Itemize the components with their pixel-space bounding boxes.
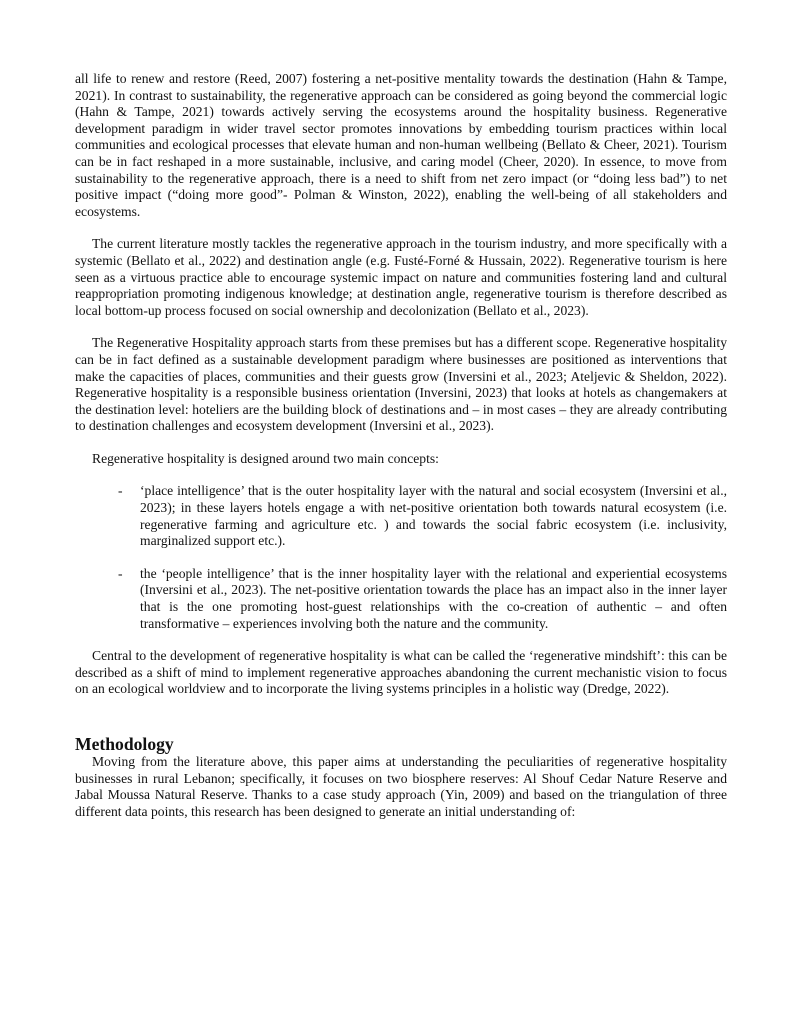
list-item-text: the ‘people intelligence’ that is the inner hospitality layer with the relational and experiential ecosystems (Inversini et al., 2023). The net-positive orientation towards the place has an impact also in the inner layer that is the one promoting host-guest relationships with the co-creation of authentic – and often transformative – experiences involving both the nature and the community. xyxy=(140,565,727,631)
list-item-people-intelligence xyxy=(75,566,727,632)
list-item-place-intelligence xyxy=(75,483,727,549)
paragraph-regenerative-mindshift: Central to the development of regenerative hospitality is what can be called the ‘regenerative mindshift’: this can be described as a shift of mind to implement regenerative approaches abandoning the current mechanistic vision to focus on an ecological worldview and to incorporate the living systems principles in a holistic way (Dredge, 2022). xyxy=(75,648,727,697)
concepts-list xyxy=(75,483,727,632)
list-marker: - xyxy=(118,565,123,581)
document-page xyxy=(75,71,727,820)
paragraph-current-literature: The current literature mostly tackles the regenerative approach in the tourism industry, and more specifically with a systemic (Bellato et al., 2022) and destination angle (e.g. Fusté-Forné & Hussain, 2022). Regenerative tourism is here seen as a virtuous practice able to encourage systemic impact on nature and communities fostering land and cultural reappropriation promoting indigenous knowledge; at destination angle, regenerative tourism is therefore described as local bottom-up process focused on social ownership and decolonization (Bellato et al., 2023). xyxy=(75,236,727,318)
paragraph-methodology-intro: Moving from the literature above, this paper aims at understanding the peculiarities of regenerative hospitality businesses in rural Lebanon; specifically, it focuses on two biosphere reserves: Al Shouf Cedar Nature Reserve and Jabal Moussa Natural Reserve. Thanks to a case study approach (Yin, 2009) and based on the triangulation of three different data points, this research has been designed to generate an initial understanding of: xyxy=(75,754,727,819)
paragraph-regenerative-definition: all life to renew and restore (Reed, 2007) fostering a net-positive mentality towards the destination (Hahn & Tampe, 2021). In contrast to sustainability, the regenerative approach can be considered as going beyond the commercial logic (Hahn & Tampe, 2021) towards actively serving the ecosystems around the hospitality business. Regenerative development paradigm in wider travel sector promotes innovations by embedding tourism practices within local communities and ecological processes that elevate human and non-human wellbeing (Bellato & Cheer, 2021). Tourism can be in fact reshaped in a more sustainable, inclusive, and caring model (Cheer, 2020). In essence, to move from sustainability to the regenerative approach, there is a need to shift from net zero impact (or “doing less bad”) to net positive impact (“doing more good”- Polman & Winston, 2022), enabling the well-being of all stakeholders and ecosystems. xyxy=(75,71,727,219)
list-item-text: ‘place intelligence’ that is the outer hospitality layer with the natural and social ecosystem (Inversini et al., 2023); in these layers hotels engage a with net-positive orientation both towards natural ecosystem (i.e. regenerative farming and agriculture etc. ) and towards the social fabric ecosystem (i.e. inclusivity, marginalized support etc.). xyxy=(140,483,727,549)
paragraph-two-main-concepts: Regenerative hospitality is designed around two main concepts: xyxy=(92,450,439,466)
paragraph-regenerative-hospitality-approach: The Regenerative Hospitality approach starts from these premises but has a different scope. Regenerative hospitality can be in fact defined as a sustainable development paradigm where businesses are positioned as interventions that make the capacities of places, communities and their guests grow (Inversini et al., 2023; Ateljevic & Sheldon, 2022). Regenerative hospitality is a responsible business orientation (Inversini, 2023) that looks at hotels as changemakers at the destination level: hoteliers are the building block of destinations and – in most cases – they are already contributing to destination challenges and ecosystem development (Inversini et al., 2023). xyxy=(75,335,727,434)
section-heading-methodology: Methodology xyxy=(75,734,174,754)
list-marker: - xyxy=(118,483,123,499)
